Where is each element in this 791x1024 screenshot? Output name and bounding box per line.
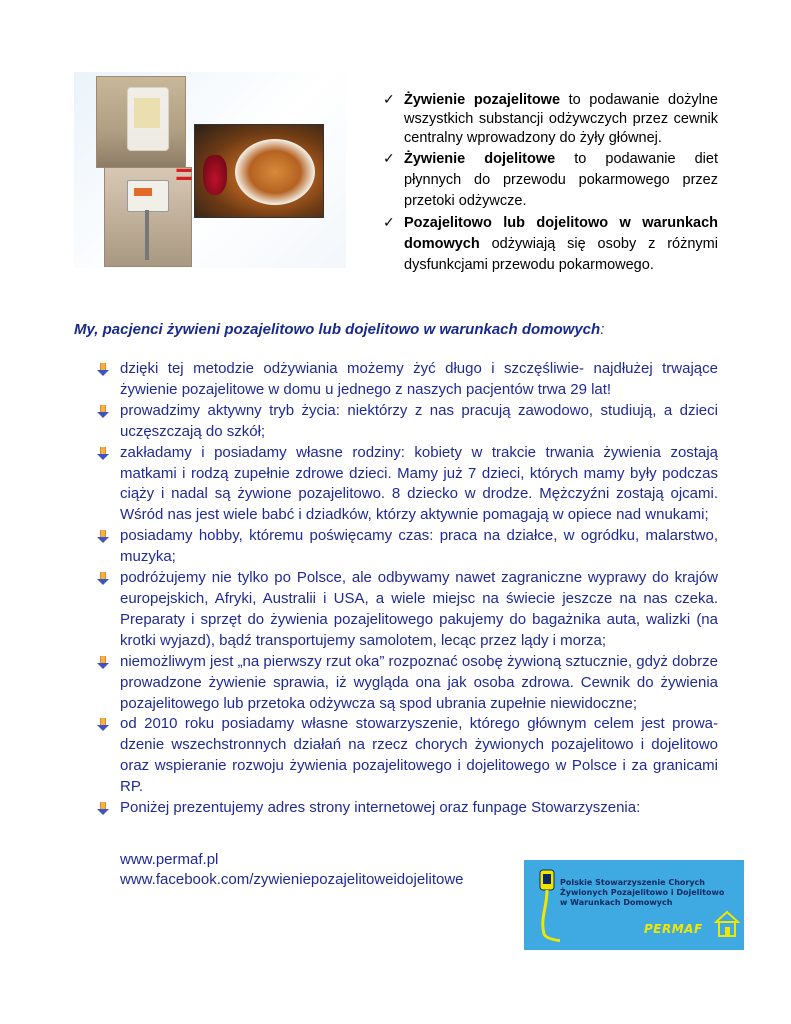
list-item: [96, 443, 718, 527]
checkmark-icon: ✓: [383, 92, 395, 108]
down-arrow-bullet-icon: [96, 802, 110, 816]
list-item: [96, 401, 718, 443]
definition-term: Żywienie pozajelitowe: [404, 92, 561, 108]
permaf-logo: [524, 860, 744, 950]
dinner-plate-icon: [235, 139, 315, 205]
list-item-text: dzięki tej metodzie odżywiania możemy żyć długo i szczęśliwie- najdłużej trwające żywienie pozajelitowe w domu u jednego z naszych pacjentów trwa 29 lat!: [120, 360, 718, 398]
list-item: [96, 714, 718, 798]
definition-item: [383, 149, 718, 212]
list-item: [96, 652, 718, 715]
logo-name: PERMAF: [644, 922, 703, 936]
logo-line: w Warunkach Domowych: [560, 898, 673, 907]
benefits-list: [96, 359, 718, 819]
list-item-text: posiadamy hobby, któremu poświęcamy czas: praca na działce, w ogródku, malarstwo, muzyka;: [120, 527, 718, 566]
section-heading-colon: :: [600, 321, 605, 338]
definitions-list: [383, 91, 718, 277]
definition-text: to podawanie dożylne wszystkich substancji odżywczych przez cewnik centralny wprowadzony do żyły głównej.: [404, 92, 718, 146]
iv-stand-icon: [145, 210, 149, 260]
list-item: [96, 568, 718, 652]
list-item: [96, 798, 718, 819]
list-item: [96, 359, 718, 401]
section-heading-text: My, pacjenci żywieni pozajelitowo lub dojelitowo w warunkach domowych: [74, 321, 601, 338]
down-arrow-bullet-icon: [96, 718, 110, 732]
links-block: [120, 850, 464, 890]
down-arrow-bullet-icon: [96, 530, 110, 544]
logo-line: Żywionych Pozajelitowo i Dojelitowo: [560, 888, 725, 897]
feeding-plug-icon: [534, 868, 560, 946]
down-arrow-bullet-icon: [96, 363, 110, 377]
down-arrow-bullet-icon: [96, 447, 110, 461]
down-arrow-bullet-icon: [96, 656, 110, 670]
list-item-text: podróżujemy nie tylko po Polsce, ale odbywamy nawet zagraniczne wyprawy do krajów europejskich, Afryki, Australii i USA, a wiele miejsc na świecie jeszcze na nas czeka. Preparaty i sprzęt do żywienia pozajelitowego pakujemy do bagażnika auta, walizki (na krotki wyjazd), bądź transportujemy samolotem, lecąc przez lądy i morza;: [120, 569, 718, 649]
list-item-text: niemożliwym jest „na pierwszy rzut oka” rozpoznać osobę żywioną sztucznie, gdyż dobrze prowadzone żywienie sprawia, iż wygląda ona jak osoba zdrowa. Cewnik do żywienia pozajelitowego lub przetoka odżywcza są spod ubrania zupełnie niewidoczne;: [120, 652, 718, 712]
meal-photo: [194, 124, 324, 218]
iv-bag-photo: [96, 76, 186, 168]
list-item-text: Poniżej prezentujemy adres strony internetowej oraz funpage Stowarzyszenia:: [120, 799, 641, 817]
list-item: [96, 526, 718, 568]
logo-text: [560, 878, 730, 908]
list-item-text: zakładamy i posiadamy własne rodziny: kobiety w trakcie trwania żywienia zostają matkami i rodzą zupełnie zdrowe dzieci. Mamy już 7 dzieci, których mamy były podczas ciąży i nadal są żywione pozajelitowo. 8 dziecko w drodze. Mężczyźni zostają ojcami. Wśród nas jest wiele babć i dziadków, którzy aktywnie pomagają w opiece nad wnukami;: [120, 443, 718, 524]
house-icon: [714, 910, 740, 938]
checkmark-icon: ✓: [383, 151, 395, 167]
facebook-link[interactable]: www.facebook.com/zywieniepozajelitoweidojelitowe: [120, 871, 464, 888]
definition-text: odżywiają się osoby z różnymi dysfunkcjami przewodu pokarmowego.: [404, 236, 718, 273]
definition-term: Żywienie dojelitowe: [404, 151, 556, 167]
definition-item: [383, 213, 718, 276]
down-arrow-bullet-icon: [96, 405, 110, 419]
definition-term: Pozajelitowo lub dojelitowo w warunkach domowych: [404, 215, 718, 252]
definition-item: [383, 91, 718, 148]
iv-bag-icon: [127, 87, 169, 151]
checkmark-icon: ✓: [383, 215, 395, 231]
list-item-text: prowadzimy aktywny tryb życia: niektórzy z nas pracują zawodowo, studiują, a dzieci uczęszczają do szkół;: [120, 401, 718, 440]
definition-text: to podawanie diet płynnych do przewodu pokarmowego przez przetoki odżywcze.: [404, 151, 718, 209]
section-heading: [74, 321, 734, 338]
equals-sign: =: [175, 158, 193, 191]
website-link[interactable]: www.permaf.pl: [120, 851, 219, 868]
logo-line: Polskie Stowarzyszenie Chorych: [560, 878, 705, 887]
list-item-text: od 2010 roku posiadamy własne stowarzyszenie, którego głównym celem jest prowadzenie wszechstronnych działań na rzecz chorych żywionych pozajelitowo i dojelitowo oraz wspieranie rozwoju żywienia pozajelitowego i dojelitowego w Polsce i za granicami RP.: [120, 715, 718, 796]
infusion-pump-icon: [127, 180, 169, 212]
nutrition-illustration: [74, 72, 346, 268]
wine-glass-icon: [203, 155, 227, 195]
down-arrow-bullet-icon: [96, 572, 110, 586]
